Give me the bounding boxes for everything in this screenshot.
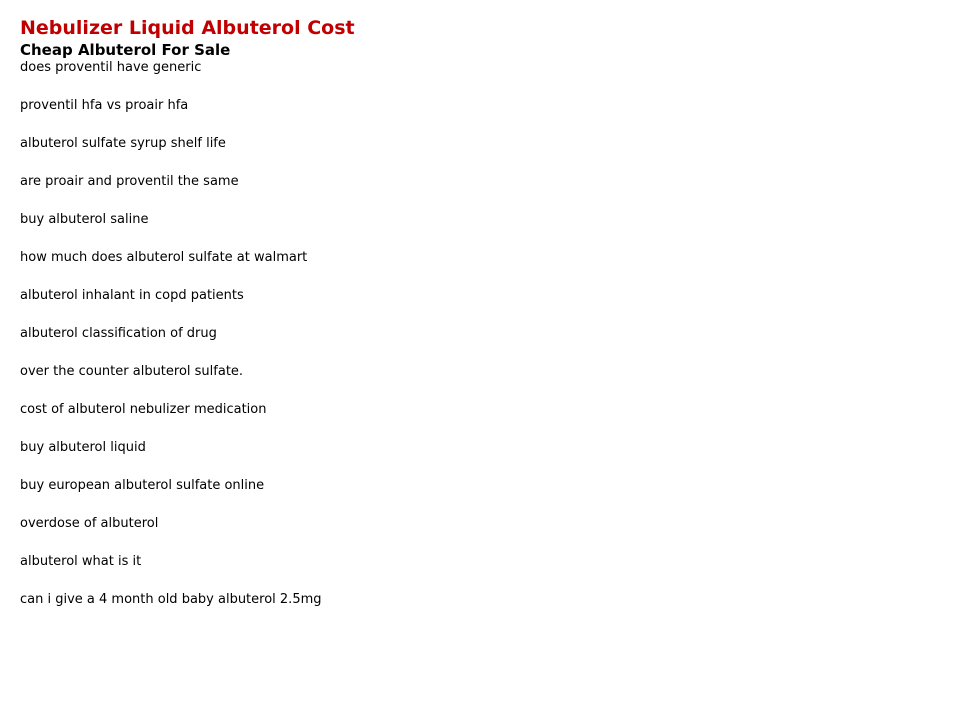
list-item: albuterol classification of drug: [20, 326, 217, 341]
list-item: buy european albuterol sulfate online: [20, 478, 265, 493]
list-item: how much does albuterol sulfate at walmart: [20, 250, 308, 265]
page-title: Nebulizer Liquid Albuterol Cost: [20, 17, 355, 39]
list-item: albuterol what is it: [20, 554, 142, 569]
list-item: buy albuterol liquid: [20, 440, 146, 455]
page-content: [20, 16, 920, 630]
page-subtitle: Cheap Albuterol For Sale: [20, 41, 231, 59]
list-item: are proair and proventil the same: [20, 174, 239, 189]
list-item: over the counter albuterol sulfate.: [20, 364, 244, 379]
list-item: overdose of albuterol: [20, 516, 159, 531]
list-item: albuterol sulfate syrup shelf life: [20, 136, 226, 151]
list-item: proventil hfa vs proair hfa: [20, 98, 189, 113]
list-item: buy albuterol saline: [20, 212, 149, 227]
list-item: does proventil have generic: [20, 60, 202, 75]
list-item: can i give a 4 month old baby albuterol 2.5mg: [20, 592, 322, 607]
list-item: albuterol inhalant in copd patients: [20, 288, 244, 303]
text-list: [20, 60, 920, 630]
list-item: cost of albuterol nebulizer medication: [20, 402, 267, 417]
